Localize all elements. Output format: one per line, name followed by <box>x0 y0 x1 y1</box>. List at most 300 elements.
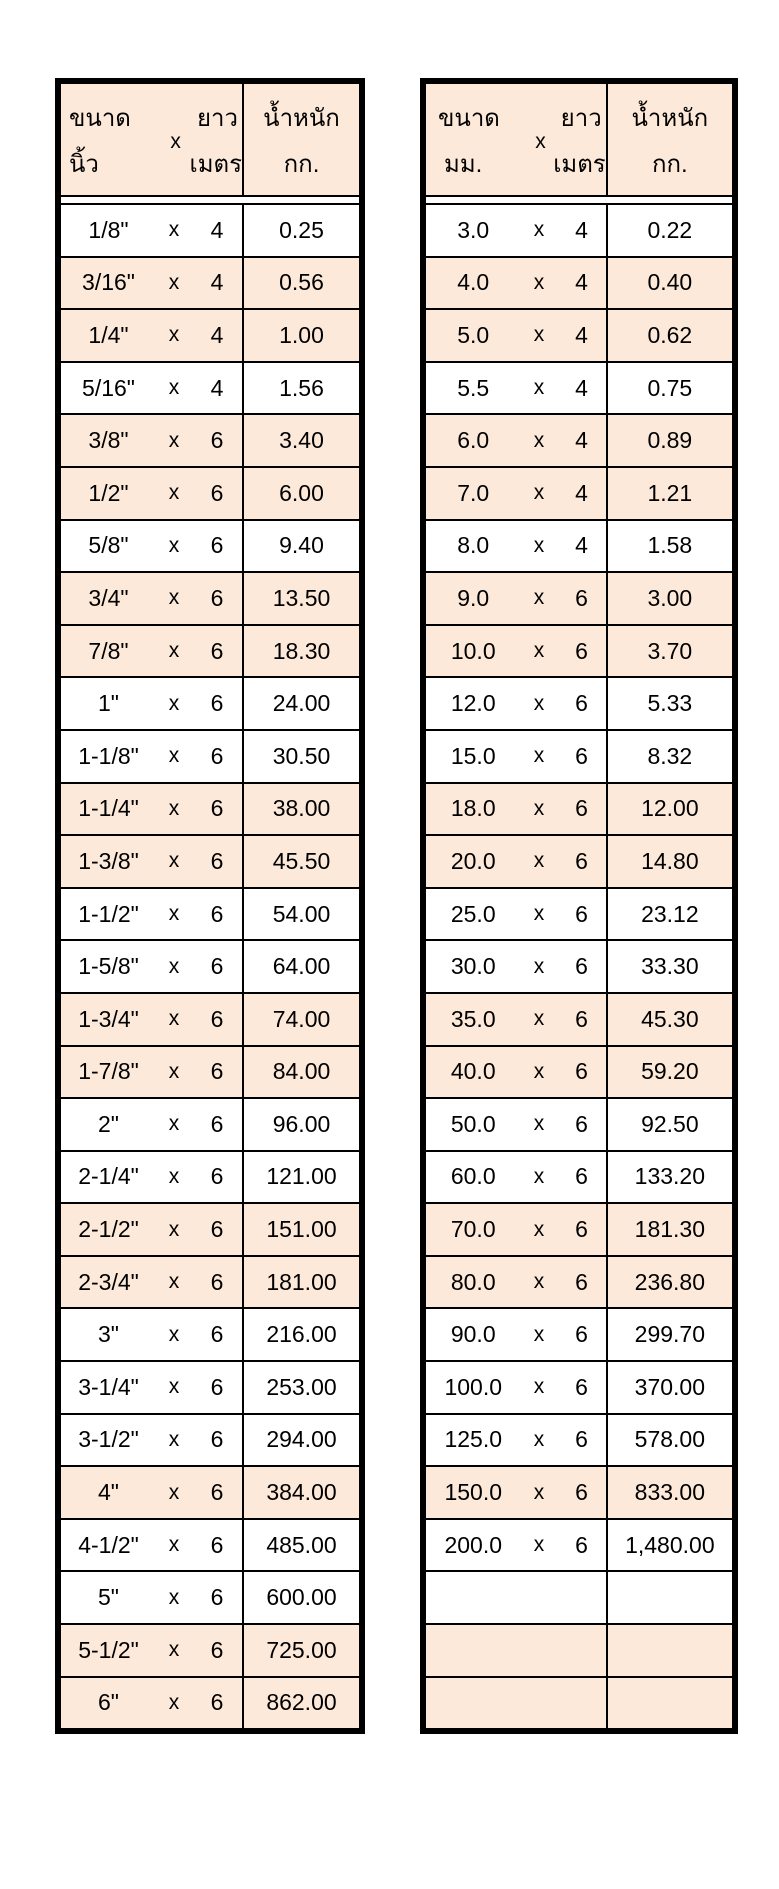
table-row <box>425 1677 733 1730</box>
length-cell: 6 <box>557 1361 606 1414</box>
table-row <box>60 677 360 730</box>
size-cell: 150.0 <box>425 1466 520 1519</box>
weight-cell: 1.00 <box>243 309 360 362</box>
table-row <box>60 1151 360 1204</box>
weight-cell: 0.25 <box>243 204 360 257</box>
size-cell: 6.0 <box>425 414 520 467</box>
size-cell: 3/4" <box>60 572 156 625</box>
times-cell: x <box>156 993 192 1046</box>
size-cell: 4-1/2" <box>60 1519 156 1572</box>
size-cell: 1/2" <box>60 467 156 520</box>
table-row <box>425 1466 733 1519</box>
weight-cell: 216.00 <box>243 1308 360 1361</box>
weight-cell: 23.12 <box>607 888 733 941</box>
table-row <box>425 1519 733 1572</box>
size-cell: 5.5 <box>425 362 520 415</box>
length-cell: 6 <box>557 1308 606 1361</box>
length-cell: 6 <box>192 1203 243 1256</box>
weight-cell: 0.62 <box>607 309 733 362</box>
size-cell: 30.0 <box>425 940 520 993</box>
size-cell: 5" <box>60 1571 156 1624</box>
times-cell: x <box>156 730 192 783</box>
times-cell: x <box>520 888 557 941</box>
times-cell: x <box>520 1361 557 1414</box>
length-label: ยาว <box>196 105 238 132</box>
size-cell: 8.0 <box>425 520 520 573</box>
times-sign: x <box>170 130 181 153</box>
size-label: ขนาด <box>438 105 500 132</box>
table-row <box>60 888 360 941</box>
times-cell: x <box>156 1624 192 1677</box>
times-cell: x <box>520 1098 557 1151</box>
weight-header-cell <box>243 83 360 196</box>
length-cell: 6 <box>192 730 243 783</box>
table-row <box>60 1046 360 1099</box>
times-cell: x <box>156 888 192 941</box>
times-cell: x <box>156 1256 192 1309</box>
weight-cell: 370.00 <box>607 1361 733 1414</box>
size-cell: 200.0 <box>425 1519 520 1572</box>
times-cell <box>520 1571 557 1624</box>
times-cell: x <box>156 1414 192 1467</box>
table-row <box>425 257 733 310</box>
size-cell: 35.0 <box>425 993 520 1046</box>
mm-weight-table <box>420 78 738 1734</box>
length-cell: 6 <box>192 1151 243 1204</box>
weight-cell: 294.00 <box>243 1414 360 1467</box>
weight-cell: 45.30 <box>607 993 733 1046</box>
size-cell: 1-1/2" <box>60 888 156 941</box>
weight-cell <box>607 1677 733 1730</box>
length-cell: 4 <box>557 309 606 362</box>
times-cell: x <box>156 414 192 467</box>
length-cell: 6 <box>192 1466 243 1519</box>
length-cell: 6 <box>557 1098 606 1151</box>
table-row <box>425 625 733 678</box>
size-label: ขนาด <box>69 105 131 132</box>
table-row <box>60 783 360 836</box>
times-cell: x <box>156 677 192 730</box>
size-cell: 80.0 <box>425 1256 520 1309</box>
times-cell: x <box>156 1203 192 1256</box>
times-sign: x <box>535 130 546 153</box>
length-cell: 4 <box>557 414 606 467</box>
times-cell: x <box>520 730 557 783</box>
times-cell: x <box>520 257 557 310</box>
weight-cell: 54.00 <box>243 888 360 941</box>
weight-cell: 8.32 <box>607 730 733 783</box>
length-cell: 4 <box>192 309 243 362</box>
times-cell: x <box>520 940 557 993</box>
table-row <box>60 1256 360 1309</box>
length-cell: 4 <box>192 362 243 415</box>
weight-cell: 74.00 <box>243 993 360 1046</box>
times-cell: x <box>520 1203 557 1256</box>
times-cell: x <box>520 993 557 1046</box>
length-cell: 6 <box>557 677 606 730</box>
table-row <box>60 993 360 1046</box>
table-row <box>60 1414 360 1467</box>
size-cell: 50.0 <box>425 1098 520 1151</box>
weight-cell: 181.00 <box>243 1256 360 1309</box>
length-cell: 6 <box>557 572 606 625</box>
length-cell: 6 <box>192 1519 243 1572</box>
times-cell: x <box>520 520 557 573</box>
length-cell: 4 <box>557 467 606 520</box>
times-cell: x <box>156 204 192 257</box>
times-header-cell <box>520 83 557 196</box>
times-cell: x <box>520 1519 557 1572</box>
length-cell <box>557 1571 606 1624</box>
weight-cell: 18.30 <box>243 625 360 678</box>
length-cell: 6 <box>192 1414 243 1467</box>
weight-cell: 1.21 <box>607 467 733 520</box>
table-row <box>60 520 360 573</box>
size-cell: 90.0 <box>425 1308 520 1361</box>
size-cell: 70.0 <box>425 1203 520 1256</box>
table-row <box>425 1361 733 1414</box>
weight-cell: 12.00 <box>607 783 733 836</box>
length-cell: 6 <box>192 1098 243 1151</box>
weight-header-cell <box>607 83 733 196</box>
times-cell: x <box>520 1151 557 1204</box>
weight-cell: 1.58 <box>607 520 733 573</box>
length-header-cell <box>553 83 606 196</box>
size-cell <box>425 1677 520 1730</box>
table-row <box>60 835 360 888</box>
length-cell: 6 <box>557 835 606 888</box>
length-cell: 6 <box>192 572 243 625</box>
size-cell <box>425 1624 520 1677</box>
length-cell: 6 <box>557 888 606 941</box>
length-unit: เมตร <box>553 151 606 178</box>
table-row <box>425 1256 733 1309</box>
times-cell: x <box>156 362 192 415</box>
weight-cell: 0.22 <box>607 204 733 257</box>
size-cell: 10.0 <box>425 625 520 678</box>
table-row <box>60 467 360 520</box>
size-cell: 15.0 <box>425 730 520 783</box>
weight-cell: 725.00 <box>243 1624 360 1677</box>
table-row <box>425 572 733 625</box>
table-row <box>425 520 733 573</box>
size-cell: 3-1/4" <box>60 1361 156 1414</box>
table-row <box>425 1151 733 1204</box>
length-cell: 6 <box>192 677 243 730</box>
weight-cell: 1.56 <box>243 362 360 415</box>
times-cell: x <box>156 520 192 573</box>
times-cell: x <box>520 414 557 467</box>
size-cell: 2" <box>60 1098 156 1151</box>
table-row <box>425 940 733 993</box>
weight-cell: 6.00 <box>243 467 360 520</box>
size-header-cell <box>425 83 520 196</box>
table-row <box>425 1046 733 1099</box>
length-cell: 4 <box>557 204 606 257</box>
weight-cell: 236.80 <box>607 1256 733 1309</box>
length-cell: 6 <box>192 835 243 888</box>
weight-cell <box>607 1571 733 1624</box>
size-cell: 3/16" <box>60 257 156 310</box>
length-cell: 4 <box>192 204 243 257</box>
table-row <box>425 1414 733 1467</box>
weight-cell: 253.00 <box>243 1361 360 1414</box>
length-cell: 6 <box>557 1414 606 1467</box>
times-cell: x <box>520 572 557 625</box>
size-cell: 40.0 <box>425 1046 520 1099</box>
table-row <box>60 1571 360 1624</box>
weight-cell: 0.56 <box>243 257 360 310</box>
size-cell: 7/8" <box>60 625 156 678</box>
weight-unit: กก. <box>651 151 688 178</box>
weight-cell: 14.80 <box>607 835 733 888</box>
size-cell: 1-1/4" <box>60 783 156 836</box>
times-cell: x <box>156 783 192 836</box>
size-header-cell <box>60 83 156 196</box>
size-cell: 1/8" <box>60 204 156 257</box>
table-row <box>60 625 360 678</box>
table-row <box>60 362 360 415</box>
length-cell: 6 <box>192 1624 243 1677</box>
length-cell: 6 <box>192 783 243 836</box>
times-cell: x <box>156 1519 192 1572</box>
size-cell: 1-1/8" <box>60 730 156 783</box>
table-row <box>425 414 733 467</box>
length-cell: 6 <box>557 1151 606 1204</box>
size-cell: 5/16" <box>60 362 156 415</box>
length-cell: 6 <box>557 1256 606 1309</box>
table-row <box>60 204 360 257</box>
times-cell: x <box>156 257 192 310</box>
size-cell: 18.0 <box>425 783 520 836</box>
length-cell: 6 <box>192 414 243 467</box>
table-row <box>425 730 733 783</box>
table-row <box>425 888 733 941</box>
times-cell: x <box>520 677 557 730</box>
times-cell: x <box>520 625 557 678</box>
weight-cell: 299.70 <box>607 1308 733 1361</box>
length-cell: 6 <box>192 1677 243 1730</box>
size-cell: 2-3/4" <box>60 1256 156 1309</box>
size-cell: 5-1/2" <box>60 1624 156 1677</box>
table-row <box>60 414 360 467</box>
length-cell: 6 <box>557 783 606 836</box>
table-row <box>60 1308 360 1361</box>
times-cell <box>520 1624 557 1677</box>
length-cell: 6 <box>557 940 606 993</box>
times-cell <box>520 1677 557 1730</box>
weight-cell: 64.00 <box>243 940 360 993</box>
weight-cell: 0.40 <box>607 257 733 310</box>
times-cell: x <box>156 467 192 520</box>
weight-cell: 0.75 <box>607 362 733 415</box>
weight-cell: 13.50 <box>243 572 360 625</box>
length-cell: 6 <box>192 520 243 573</box>
weight-cell: 38.00 <box>243 783 360 836</box>
size-cell: 60.0 <box>425 1151 520 1204</box>
size-cell: 1-3/8" <box>60 835 156 888</box>
size-cell: 20.0 <box>425 835 520 888</box>
weight-cell: 5.33 <box>607 677 733 730</box>
size-cell: 3.0 <box>425 204 520 257</box>
length-cell: 6 <box>557 1203 606 1256</box>
times-cell: x <box>156 835 192 888</box>
length-cell: 6 <box>192 1256 243 1309</box>
size-cell: 7.0 <box>425 467 520 520</box>
table-row <box>425 467 733 520</box>
weight-cell: 181.30 <box>607 1203 733 1256</box>
size-cell: 4" <box>60 1466 156 1519</box>
size-cell: 1-3/4" <box>60 993 156 1046</box>
times-cell: x <box>520 783 557 836</box>
length-cell: 6 <box>192 1308 243 1361</box>
times-cell: x <box>156 1571 192 1624</box>
times-cell: x <box>156 1098 192 1151</box>
length-cell <box>557 1677 606 1730</box>
weight-cell: 33.30 <box>607 940 733 993</box>
weight-cell: 1,480.00 <box>607 1519 733 1572</box>
length-cell: 4 <box>192 257 243 310</box>
size-cell: 6" <box>60 1677 156 1730</box>
length-cell: 6 <box>557 993 606 1046</box>
inch-weight-table <box>55 78 365 1734</box>
table-row <box>60 1203 360 1256</box>
length-cell: 6 <box>557 625 606 678</box>
weight-cell: 3.40 <box>243 414 360 467</box>
length-cell: 6 <box>192 625 243 678</box>
length-unit: เมตร <box>189 151 242 178</box>
times-cell: x <box>156 572 192 625</box>
table-row <box>425 677 733 730</box>
table-row <box>425 1098 733 1151</box>
size-cell: 1/4" <box>60 309 156 362</box>
weight-cell <box>607 1624 733 1677</box>
length-label: ยาว <box>560 105 602 132</box>
weight-cell: 133.20 <box>607 1151 733 1204</box>
times-cell: x <box>520 204 557 257</box>
weight-unit: กก. <box>283 151 320 178</box>
table-row <box>425 1624 733 1677</box>
length-cell: 4 <box>557 362 606 415</box>
size-cell: 4.0 <box>425 257 520 310</box>
weight-cell: 0.89 <box>607 414 733 467</box>
size-cell: 1" <box>60 677 156 730</box>
size-cell: 2-1/4" <box>60 1151 156 1204</box>
size-cell: 125.0 <box>425 1414 520 1467</box>
times-cell: x <box>156 940 192 993</box>
times-cell: x <box>156 1361 192 1414</box>
table-row <box>60 1677 360 1730</box>
mm-table-body <box>425 204 733 1729</box>
times-cell: x <box>520 309 557 362</box>
mm-table-header <box>425 83 733 196</box>
times-cell: x <box>156 1046 192 1099</box>
size-cell: 3-1/2" <box>60 1414 156 1467</box>
weight-cell: 121.00 <box>243 1151 360 1204</box>
length-cell: 6 <box>557 730 606 783</box>
size-cell: 1-5/8" <box>60 940 156 993</box>
weight-cell: 600.00 <box>243 1571 360 1624</box>
table-row <box>60 730 360 783</box>
weight-cell: 151.00 <box>243 1203 360 1256</box>
weight-cell: 84.00 <box>243 1046 360 1099</box>
size-cell <box>425 1571 520 1624</box>
table-row <box>60 940 360 993</box>
times-cell: x <box>520 467 557 520</box>
weight-label: น้ำหนัก <box>263 105 340 132</box>
size-cell: 12.0 <box>425 677 520 730</box>
times-cell: x <box>520 1466 557 1519</box>
weight-cell: 485.00 <box>243 1519 360 1572</box>
times-cell: x <box>156 1677 192 1730</box>
length-cell: 4 <box>557 257 606 310</box>
table-row <box>60 257 360 310</box>
size-cell: 2-1/2" <box>60 1203 156 1256</box>
length-cell: 4 <box>557 520 606 573</box>
table-row <box>425 1308 733 1361</box>
weight-cell: 96.00 <box>243 1098 360 1151</box>
weight-label: น้ำหนัก <box>631 105 709 132</box>
size-cell: 100.0 <box>425 1361 520 1414</box>
table-row <box>60 1098 360 1151</box>
weight-cell: 3.00 <box>607 572 733 625</box>
table-row <box>60 1519 360 1572</box>
size-cell: 9.0 <box>425 572 520 625</box>
length-cell: 6 <box>192 888 243 941</box>
table-row <box>425 835 733 888</box>
table-row <box>425 309 733 362</box>
size-cell: 3/8" <box>60 414 156 467</box>
length-cell: 6 <box>192 1361 243 1414</box>
times-header-cell <box>156 83 192 196</box>
table-row <box>425 783 733 836</box>
table-row <box>425 1571 733 1624</box>
weight-cell: 59.20 <box>607 1046 733 1099</box>
times-cell: x <box>520 835 557 888</box>
length-cell: 6 <box>192 467 243 520</box>
times-cell: x <box>520 1046 557 1099</box>
length-cell: 6 <box>557 1519 606 1572</box>
weight-cell: 24.00 <box>243 677 360 730</box>
weight-cell: 578.00 <box>607 1414 733 1467</box>
weight-cell: 384.00 <box>243 1466 360 1519</box>
length-cell: 6 <box>557 1466 606 1519</box>
length-header-cell <box>189 83 243 196</box>
weight-cell: 833.00 <box>607 1466 733 1519</box>
table-row <box>60 1361 360 1414</box>
table-row <box>425 993 733 1046</box>
times-cell: x <box>156 1151 192 1204</box>
table-row <box>60 1624 360 1677</box>
length-cell: 6 <box>192 1571 243 1624</box>
size-cell: 5.0 <box>425 309 520 362</box>
table-row <box>425 204 733 257</box>
times-cell: x <box>156 625 192 678</box>
weight-cell: 9.40 <box>243 520 360 573</box>
length-cell: 6 <box>192 993 243 1046</box>
length-cell <box>557 1624 606 1677</box>
length-cell: 6 <box>557 1046 606 1099</box>
table-row <box>60 572 360 625</box>
size-cell: 5/8" <box>60 520 156 573</box>
times-cell: x <box>520 1308 557 1361</box>
times-cell: x <box>520 362 557 415</box>
table-row <box>60 1466 360 1519</box>
size-unit: มม. <box>444 151 483 178</box>
table-row <box>425 362 733 415</box>
weight-cell: 45.50 <box>243 835 360 888</box>
size-unit: นิ้ว <box>69 151 99 178</box>
